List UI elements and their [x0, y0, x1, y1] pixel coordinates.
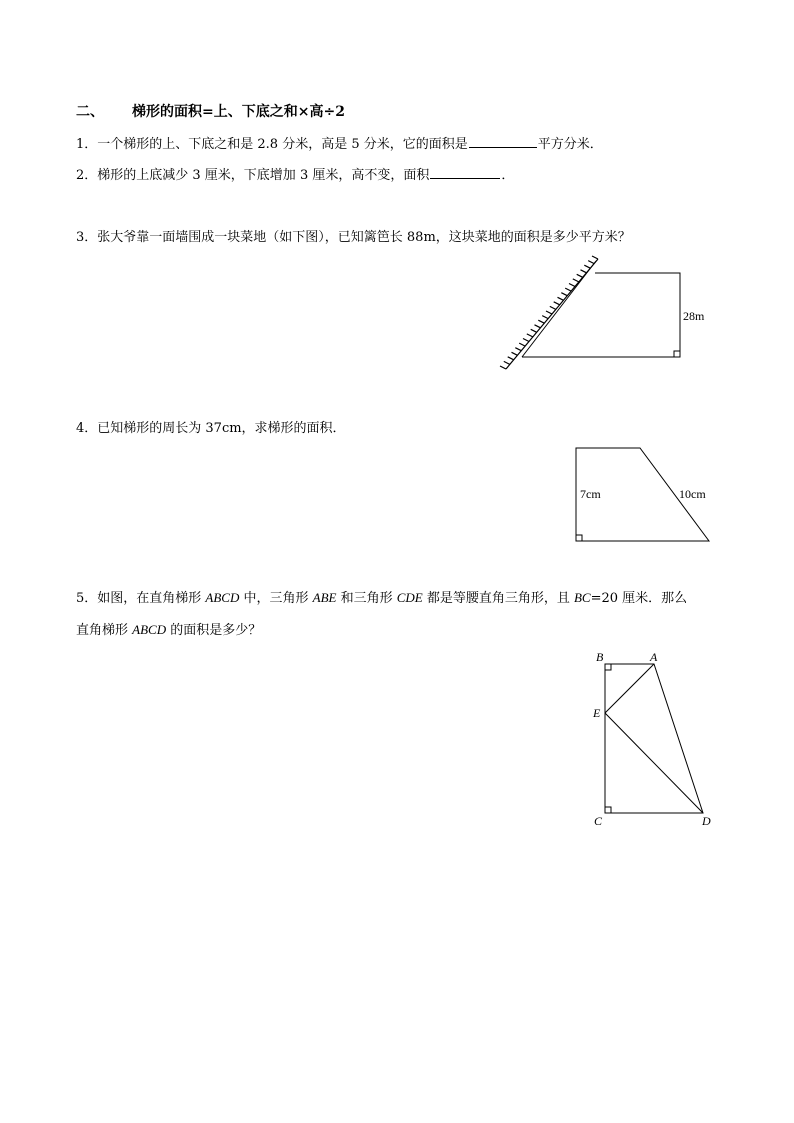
- question-5-text-b: 中，三角形: [239, 591, 313, 606]
- var-cde: CDE: [396, 590, 423, 605]
- question-5-text-a: 5．如图，在直角梯形: [76, 591, 206, 606]
- wall-hatching: [500, 256, 598, 369]
- figure-wall-garden: [500, 256, 705, 369]
- fence-outline: [522, 273, 680, 357]
- figure-trapezoid: [576, 448, 709, 541]
- height-label: 28m: [683, 309, 705, 323]
- right-angle-c: [605, 807, 611, 813]
- section-number: 二、: [76, 104, 104, 120]
- segment-ea: [605, 664, 654, 713]
- right-angle-mark: [674, 351, 680, 357]
- slant-side-label: 10cm: [679, 487, 706, 501]
- section-title: 梯形的面积=上、下底之和×高÷2: [132, 104, 345, 120]
- question-2-text: 2．梯形的上底减少 3 厘米，下底增加 3 厘米，高不变，面积: [76, 168, 430, 183]
- label-e: E: [593, 706, 601, 720]
- question-5-text-e: =20 厘米．那么: [590, 591, 688, 606]
- question-2-end: ．: [501, 168, 515, 183]
- right-angle-b: [605, 664, 611, 670]
- question-1-text: 1．一个梯形的上、下底之和是 2.8 分米，高是 5 分米，它的面积是: [76, 137, 468, 152]
- right-angle-mark: [576, 535, 582, 541]
- segment-ed: [605, 713, 703, 813]
- var-abcd-2: ABCD: [132, 622, 167, 637]
- label-a: A: [650, 650, 658, 664]
- left-side-label: 7cm: [580, 487, 601, 501]
- label-b: B: [596, 650, 604, 664]
- label-c: C: [594, 814, 603, 828]
- var-abcd: ABCD: [205, 590, 240, 605]
- question-4-text: 4．已知梯形的周长为 37cm，求梯形的面积．: [76, 421, 346, 436]
- question-5-text-f: 直角梯形: [76, 623, 133, 638]
- question-3-text: 3．张大爷靠一面墙围成一块菜地（如下图），已知篱笆长 88m，这块菜地的面积是多少平方米？: [76, 230, 631, 245]
- question-1-unit: 平方分米．: [537, 137, 603, 152]
- figure-abcd: [592, 650, 711, 828]
- question-5-text-c: 和三角形: [336, 591, 397, 606]
- var-bc: BC: [573, 590, 591, 605]
- trapezoid-abcd: [605, 664, 703, 813]
- var-abe: ABE: [312, 590, 337, 605]
- question-5-text-d: 都是等腰直角三角形，且: [422, 591, 574, 606]
- label-d: D: [702, 814, 711, 828]
- question-5-text-g: 的面积是多少？: [166, 623, 262, 638]
